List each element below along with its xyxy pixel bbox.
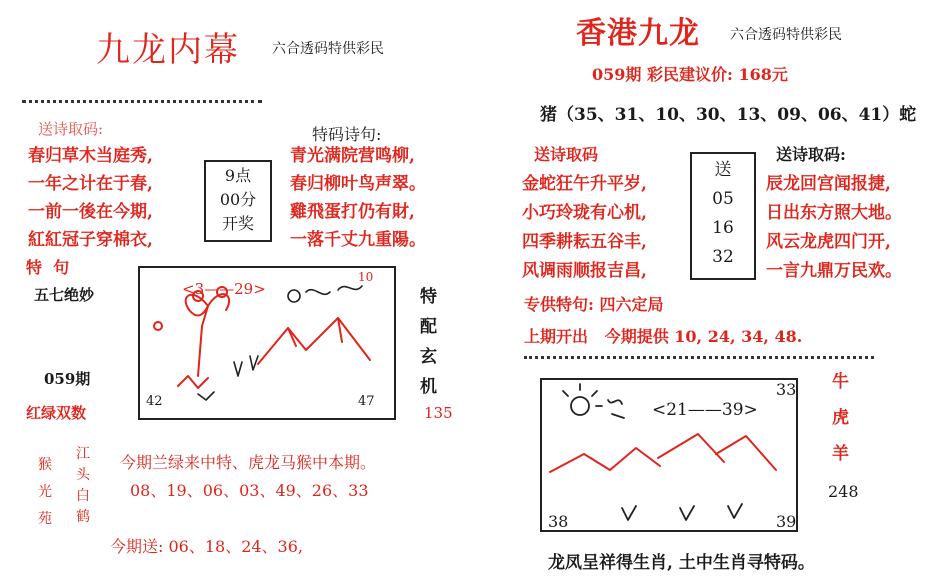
right-sketch-corner-bottom-left: 38	[548, 512, 569, 531]
right-vertical-text	[832, 364, 849, 472]
sun-rays	[563, 384, 602, 406]
cloud	[306, 290, 330, 295]
right-poem-right-line: 日出东方照大地。	[766, 203, 902, 223]
right-footer: 龙凤呈祥得生肖, 土中生肖寻特码。	[548, 553, 815, 573]
grass	[680, 506, 694, 520]
left-poem2	[290, 142, 426, 254]
left-poem2-line: 一落千丈九重陽。	[290, 230, 426, 250]
right-poem-left-heading: 送诗取码	[534, 145, 599, 164]
left-sketch-range: <3——29>	[182, 280, 266, 298]
grass	[622, 506, 636, 520]
right-poem-right	[766, 170, 902, 286]
right-pig-line: 猪（35、31、10、30、13、09、06、41）蛇	[540, 105, 917, 125]
left-poem1-line: 春归草木当庭秀,	[28, 146, 153, 166]
right-divider	[524, 356, 874, 359]
left-sketch-corner-left: 42	[146, 394, 163, 409]
left-red-green: 红绿双数	[26, 404, 87, 422]
mountain	[658, 434, 724, 462]
right-sketch-range: <21——39>	[652, 400, 758, 420]
vertical-char: 玄	[420, 347, 437, 367]
sun-icon	[288, 290, 300, 302]
sun-icon	[571, 397, 589, 415]
right-send-numbers	[690, 156, 756, 272]
right-subtitle: 六合透码特供彩民	[730, 27, 842, 43]
left-numbers: 08、19、06、03、49、26、33	[130, 481, 369, 500]
mountain	[550, 448, 660, 472]
left-notice: 今期兰绿来中特、虎龙马猴中本期。	[120, 453, 377, 472]
left-poem1-heading: 送诗取码:	[38, 120, 104, 138]
right-poem-left-line: 小巧玲珑有心机,	[522, 203, 647, 223]
right-last-line: 上期开出 今期提供 10, 24, 34, 48.	[524, 327, 803, 346]
right-sketch-corner-top-right: 33	[776, 380, 797, 399]
right-special-line: 专供特句: 四六定局	[524, 295, 664, 314]
right-price-line: 059期 彩民建议价: 168元	[592, 65, 788, 84]
right-title: 香港九龙	[576, 16, 700, 51]
vertical-char: 苑	[38, 511, 52, 527]
vertical-char: 配	[420, 317, 437, 337]
right-poem-left	[522, 170, 647, 286]
vertical-char: 白	[76, 488, 90, 504]
vertical-char: 江	[76, 446, 90, 462]
right-poem-right-heading: 送诗取码:	[776, 145, 846, 164]
left-vertical-text	[420, 282, 437, 402]
send-number: 32	[712, 247, 734, 267]
send-number: 16	[712, 218, 734, 238]
right-poem-left-line: 四季耕耘五谷丰,	[522, 232, 647, 252]
left-poem2-line: 雞飛蛋打仍有財,	[290, 202, 415, 222]
right-poem-left-line: 金蛇狂午升平岁,	[522, 174, 647, 194]
right-sketch-corner-bottom-right: 39	[776, 512, 797, 531]
left-special-phrase: 五七绝妙	[34, 286, 95, 304]
send-label: 送	[714, 160, 732, 180]
vertical-char: 头	[76, 467, 90, 483]
right-poem-right-line: 风云龙虎四门开,	[766, 232, 891, 252]
right-poem-right-line: 辰龙回宫闻报捷,	[766, 174, 891, 194]
left-divider	[22, 100, 262, 103]
grass	[198, 392, 214, 400]
vertical-char: 特	[420, 287, 437, 307]
grass	[250, 356, 258, 370]
clock-minute: 00分	[219, 190, 257, 209]
left-poem1-line: 一年之计在于春,	[28, 174, 153, 194]
right-poem-right-line: 一言九鼎万民欢。	[766, 261, 902, 281]
left-clock	[204, 164, 272, 236]
left-period: 059期	[44, 370, 91, 388]
left-sketch-top-right: 10	[358, 270, 374, 284]
left-side-vertical-2	[76, 444, 90, 528]
grass	[178, 376, 208, 388]
right-poem-left-line: 风调雨顺报吉昌,	[522, 261, 647, 281]
left-poem2-line: 青光满院营鸣柳,	[290, 146, 415, 166]
vertical-char: 光	[38, 484, 52, 500]
vertical-char: 猴	[38, 457, 52, 473]
grass	[234, 362, 242, 376]
left-special-label: 特 句	[26, 258, 70, 277]
right-number-right: 248	[828, 482, 859, 501]
send-number: 05	[712, 189, 734, 209]
clock-label: 开奖	[221, 214, 254, 233]
vertical-char: 牛	[832, 372, 849, 392]
left-poem1-line: 一前一後在今期,	[28, 202, 153, 222]
left-poem1-line: 紅紅冠子穿棉衣,	[28, 230, 153, 250]
vertical-char: 机	[420, 377, 437, 397]
mountain	[716, 436, 776, 470]
left-send-line: 今期送: 06、18、24、36,	[110, 537, 304, 556]
left-poem2-line: 春归柳叶鸟声翠。	[290, 174, 426, 194]
left-side-vertical-1	[38, 452, 52, 533]
left-number-right: 135	[424, 404, 453, 422]
left-title: 九龙内幕	[96, 30, 240, 70]
vertical-char: 羊	[832, 444, 849, 464]
clock-hour: 9点	[224, 166, 252, 185]
cloud	[338, 286, 362, 290]
left-sketch-corner-right: 47	[358, 394, 375, 409]
flower	[154, 322, 162, 330]
mountain	[258, 318, 370, 364]
left-subtitle: 六合透码特供彩民	[272, 41, 384, 57]
grass	[608, 400, 624, 418]
grass	[728, 504, 742, 518]
vertical-char: 鹤	[76, 509, 90, 525]
plant-stem	[198, 306, 208, 376]
left-poem1	[28, 142, 153, 254]
left-poem2-heading: 特码诗句:	[312, 125, 382, 144]
vertical-char: 虎	[832, 408, 849, 428]
